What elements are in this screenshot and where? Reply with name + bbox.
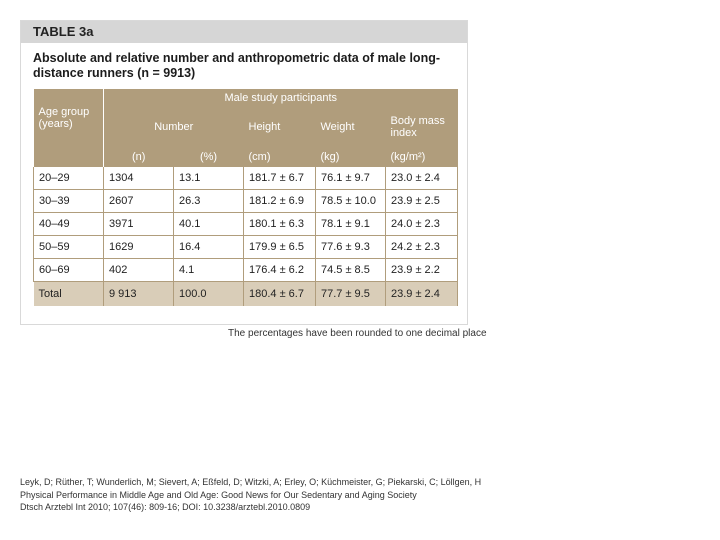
table-row — [34, 190, 458, 213]
cell-n: 3971 — [104, 213, 174, 236]
cell-age: 30–39 — [34, 190, 104, 213]
cell-weight: 77.6 ± 9.3 — [316, 236, 386, 259]
table-caption: Absolute and relative number and anthropometric data of male long-distance runners (n = 9913) — [33, 51, 441, 80]
cell-age: 40–49 — [34, 213, 104, 236]
cell-n: 1304 — [104, 167, 174, 190]
table-row — [34, 259, 458, 282]
table-label: TABLE 3a — [21, 21, 467, 43]
cell-height: 176.4 ± 6.2 — [244, 259, 316, 282]
cell-weight: 74.5 ± 8.5 — [316, 259, 386, 282]
data-table — [33, 89, 458, 306]
total-label: Total — [34, 282, 104, 307]
cell-age: 60–69 — [34, 259, 104, 282]
cell-age: 50–59 — [34, 236, 104, 259]
cell-height: 179.9 ± 6.5 — [244, 236, 316, 259]
table-row — [34, 167, 458, 190]
cell-bmi: 23.9 ± 2.2 — [386, 259, 458, 282]
cell-height: 180.1 ± 6.3 — [244, 213, 316, 236]
cell-weight: 78.5 ± 10.0 — [316, 190, 386, 213]
citation-authors: Leyk, D; Rüther, T; Wunderlich, M; Sievert, A; Eßfeld, D; Witzki, A; Erley, O; Küchmeister, G; Piekarski, C; Löllgen, H — [20, 477, 482, 487]
cell-height: 181.7 ± 6.7 — [244, 167, 316, 190]
table-row — [34, 213, 458, 236]
cell-pct: 16.4 — [174, 236, 244, 259]
total-bmi: 23.9 ± 2.4 — [386, 282, 458, 307]
header-group-title: Male study participants — [224, 91, 338, 104]
total-n: 9 913 — [104, 282, 174, 307]
cell-bmi: 24.0 ± 2.3 — [386, 213, 458, 236]
total-row — [34, 282, 458, 307]
total-height: 180.4 ± 6.7 — [244, 282, 316, 307]
header-row-1 — [34, 89, 458, 106]
table-row — [34, 236, 458, 259]
header-number: Number — [154, 120, 194, 133]
cell-n: 1629 — [104, 236, 174, 259]
cell-pct: 13.1 — [174, 167, 244, 190]
cell-pct: 26.3 — [174, 190, 244, 213]
header-bmi: Body mass index — [390, 114, 445, 139]
table-figure — [20, 20, 468, 325]
cell-pct: 4.1 — [174, 259, 244, 282]
unit-bmi: (kg/m²) — [390, 151, 426, 163]
header-age-group: Age group (years) — [34, 89, 104, 147]
citation-title: Physical Performance in Middle Age and Old Age: Good News for Our Sedentary and Aging Society — [20, 489, 417, 500]
cell-bmi: 23.9 ± 2.5 — [386, 190, 458, 213]
cell-n: 402 — [104, 259, 174, 282]
unit-pct: (%) — [199, 151, 218, 163]
citation-journal: Dtsch Arztebl Int 2010; 107(46): 809-16; DOI: 10.3238/arztebl.2010.0809 — [20, 502, 311, 512]
cell-age: 20–29 — [34, 167, 104, 190]
cell-n: 2607 — [104, 190, 174, 213]
citation — [20, 476, 481, 514]
cell-bmi: 24.2 ± 2.3 — [386, 236, 458, 259]
header-height: Height — [248, 120, 281, 133]
header-units-row — [34, 147, 458, 167]
header-weight: Weight — [320, 120, 355, 133]
cell-height: 181.2 ± 6.9 — [244, 190, 316, 213]
cell-weight: 76.1 ± 9.7 — [316, 167, 386, 190]
cell-bmi: 23.0 ± 2.4 — [386, 167, 458, 190]
cell-pct: 40.1 — [174, 213, 244, 236]
unit-weight: (kg) — [320, 151, 340, 163]
total-weight: 77.7 ± 9.5 — [316, 282, 386, 307]
cell-weight: 78.1 ± 9.1 — [316, 213, 386, 236]
unit-height: (cm) — [248, 151, 271, 163]
unit-n: (n) — [132, 151, 146, 163]
table-footnote: The percentages have been rounded to one decimal place — [228, 328, 487, 339]
total-pct: 100.0 — [174, 282, 244, 307]
